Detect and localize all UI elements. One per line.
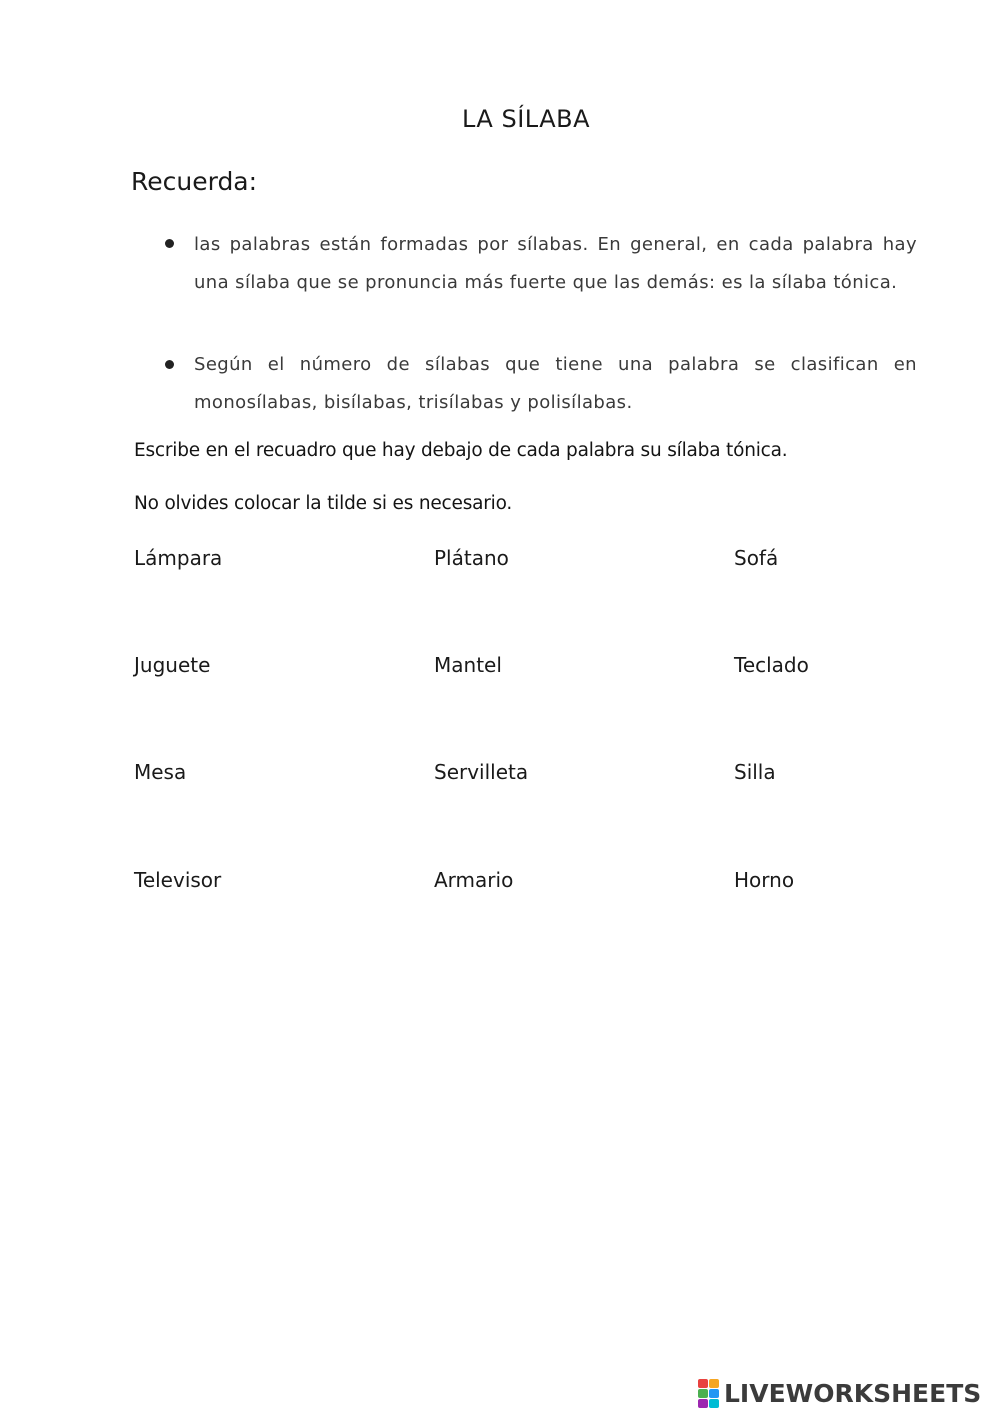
liveworksheets-logo-icon: [698, 1379, 720, 1407]
logo-block: [698, 1389, 708, 1398]
logo-block: [709, 1399, 719, 1408]
word-label: Mesa: [134, 760, 187, 784]
word-label: Silla: [734, 760, 776, 784]
logo-block: [709, 1389, 719, 1398]
page-title: LA SÍLABA: [461, 105, 590, 133]
recuerda-heading: Recuerda:: [131, 167, 258, 196]
bullet-item: Según el número de sílabas que tiene una palabra se clasifican en monosílabas, bisílabas, trisílabas y polisílabas.: [194, 354, 917, 413]
bullet-dot-icon: [165, 360, 174, 369]
word-label: Sofá: [734, 546, 779, 570]
word-label: Televisor: [134, 868, 222, 892]
logo-block: [709, 1379, 719, 1388]
word-label: Mantel: [434, 653, 502, 677]
word-label: Lámpara: [134, 546, 223, 570]
word-label: Juguete: [134, 653, 211, 677]
logo-block: [698, 1399, 708, 1408]
instruction-text: Escribe en el recuadro que hay debajo de cada palabra su sílaba tónica.: [134, 440, 788, 461]
logo-block: [698, 1379, 708, 1388]
bullet-dot-icon: [165, 239, 174, 248]
word-label: Servilleta: [434, 760, 529, 784]
word-label: Teclado: [734, 653, 809, 677]
instruction-text: No olvides colocar la tilde si es necesario.: [134, 493, 513, 514]
liveworksheets-logo: [698, 1376, 981, 1410]
word-label: Horno: [734, 868, 795, 892]
liveworksheets-brand: LIVEWORKSHEETS: [724, 1378, 982, 1408]
word-label: Armario: [434, 868, 514, 892]
bullet-item: las palabras están formadas por sílabas. En general, en cada palabra hay una sílaba que se pronuncia más fuerte que las demás: es la sílaba tónica.: [194, 234, 917, 293]
word-label: Plátano: [434, 546, 509, 570]
